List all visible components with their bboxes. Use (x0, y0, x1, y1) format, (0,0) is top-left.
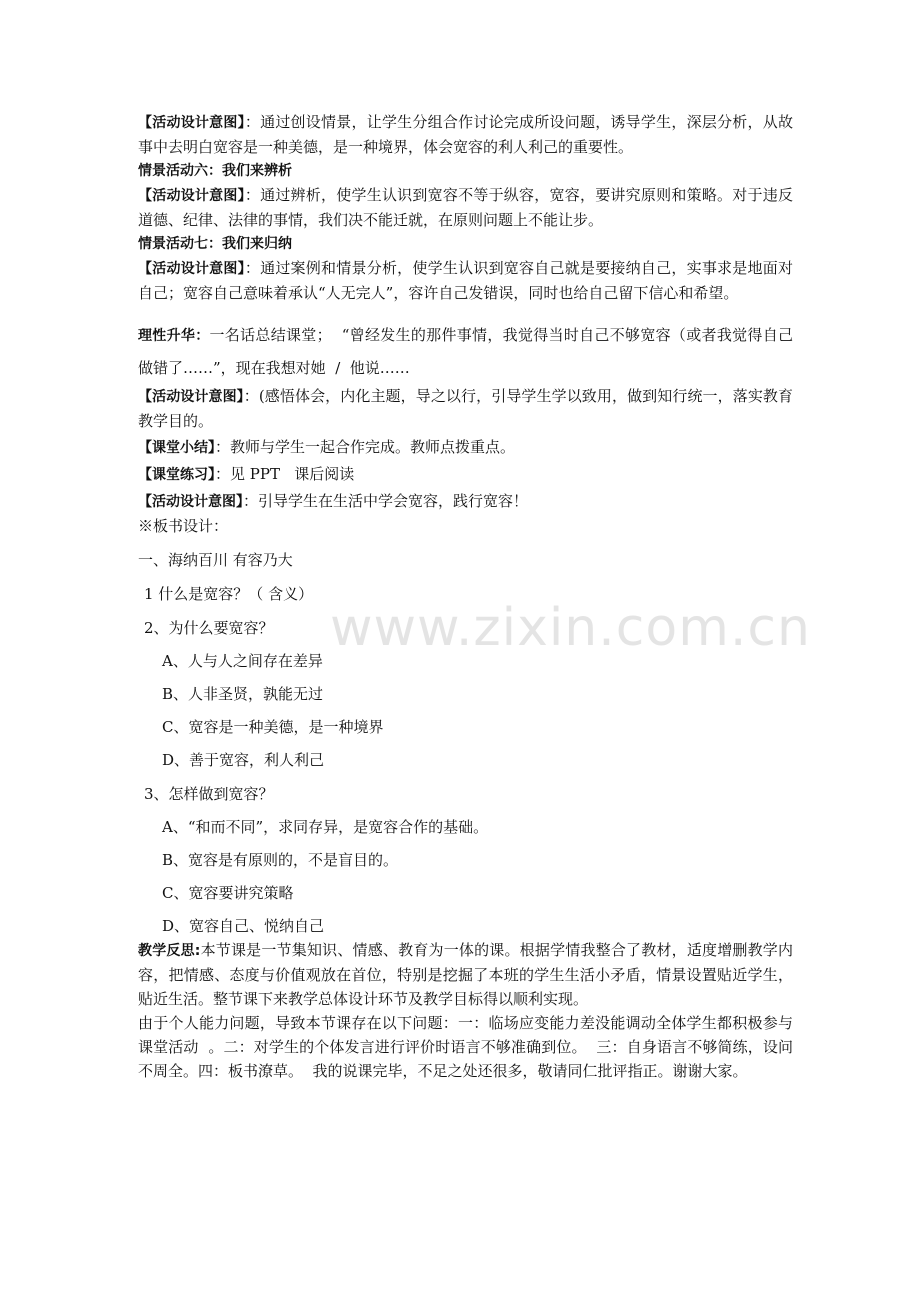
reflection-text-1: 本节课是一节集知识、情感、教育为一体的课。根据学情我整合了教材，适度增删教学内容，把情感、态度与价值观放在首位，特别是挖掘了本班的学生生活小矛盾，情景设置贴近学生，贴近生活。整节课下来教学总体设计环节及教学目标得以顺利实现。 (138, 941, 793, 1008)
paragraph-activity-intent-5 (138, 489, 793, 514)
activity-intent-text: ：引导学生在生活中学会宽容，践行宽容！ (243, 492, 529, 510)
paragraph-activity-intent-2 (138, 183, 793, 232)
activity-intent-text: ：(感悟体会，内化主题，导之以行，引导学生学以致用，做到知行统一，落实教育教学目的。 (138, 387, 794, 430)
board-design (138, 514, 793, 938)
practice-text: ：见 PPT 课后阅读 (215, 465, 355, 483)
paragraph-activity-intent-4 (138, 384, 793, 433)
paragraph-reflection-problems: 由于个人能力问题，导致本节课存在以下问题：一：临场应变能力差没能调动全体学生都积极参与课堂活动 。二：对学生的个体发言进行评价时语言不够准确到位。 三：自身语言不够简练，设问不周全。四：板书潦草。 我的说课完毕，不足之处还很多，敬请同仁批评指正。谢谢大家。 (138, 1014, 793, 1080)
paragraph-activity-intent-1 (138, 110, 793, 159)
board-q2-item: B、人非圣贤，孰能无过 (162, 685, 324, 703)
heading-activity-seven: 情景活动七：我们来归纳 (138, 236, 292, 252)
reflection-label: 教学反思: (138, 943, 201, 959)
heading-activity-six: 情景活动六：我们来辨析 (138, 163, 292, 179)
activity-intent-label: 【活动设计意图】 (138, 115, 245, 131)
watermark-text: www.zixin.com.cn (330, 598, 811, 658)
board-q3-item: B、宽容是有原则的，不是盲目的。 (162, 851, 399, 869)
document-page (138, 110, 793, 1083)
summary-text: ：教师与学生一起合作完成。教师点拨重点。 (215, 438, 516, 456)
activity-intent-text: ：通过辨析，使学生认识到宽容不等于纵容，宽容，要讲究原则和策略。对于违反道德、纪律、法律的事情，我们决不能迁就，在原则问题上不能让步。 (138, 186, 793, 229)
paragraph-activity-intent-3 (138, 256, 793, 305)
activity-intent-label: 【活动设计意图】 (138, 188, 245, 204)
board-q2-item: D、善于宽容，利人利己 (162, 751, 325, 769)
activity-intent-text: ：通过创设情景，让学生分组合作讨论完成所设问题，诱导学生，深层分析，从故事中去明白宽容是一种美德，是一种境界，体会宽容的利人利己的重要性。 (138, 113, 793, 156)
paragraph-teaching-reflection (138, 938, 793, 1011)
board-question-2: 2、为什么要宽容？ (144, 619, 274, 637)
board-q3-item: A、“和而不同”，求同存异，是宽容合作的基础。 (162, 818, 489, 836)
summary-label: 【课堂小结】 (138, 440, 215, 456)
paragraph-class-summary (138, 435, 793, 460)
practice-label: 【课堂练习】 (138, 467, 215, 483)
board-q3-item: D、宽容自己、悦纳自己 (162, 917, 325, 935)
rational-label: 理性升华： (138, 328, 210, 344)
board-section-1: 一、海纳百川 有容乃大 (138, 551, 293, 569)
activity-intent-text: ：通过案例和情景分析，使学生认识到宽容自己就是要接纳自己，实事求是地面对自己；宽容自己意味着承认“人无完人”，容许自己发错误，同时也给自己留下信心和希望。 (138, 259, 793, 302)
board-question-3: 3、怎样做到宽容？ (144, 785, 274, 803)
rational-text: 一名话总结课堂； “曾经发生的那件事情，我觉得当时自己不够宽容（或者我觉得自己做错了……”，现在我想对她 / 他说…… (138, 326, 794, 377)
board-title: ※板书设计： (138, 517, 229, 535)
activity-intent-label: 【活动设计意图】 (138, 389, 244, 405)
paragraph-class-practice (138, 462, 793, 487)
board-q3-item: C、宽容要讲究策略 (162, 884, 294, 902)
board-question-1: 1 什么是宽容？（ 含义） (144, 585, 314, 603)
paragraph-rational-sublimation (138, 319, 793, 384)
board-q2-item: A、人与人之间存在差异 (162, 652, 323, 670)
activity-intent-label: 【活动设计意图】 (138, 261, 245, 277)
activity-intent-label: 【活动设计意图】 (138, 494, 243, 510)
board-q2-item: C、宽容是一种美德，是一种境界 (162, 718, 384, 736)
